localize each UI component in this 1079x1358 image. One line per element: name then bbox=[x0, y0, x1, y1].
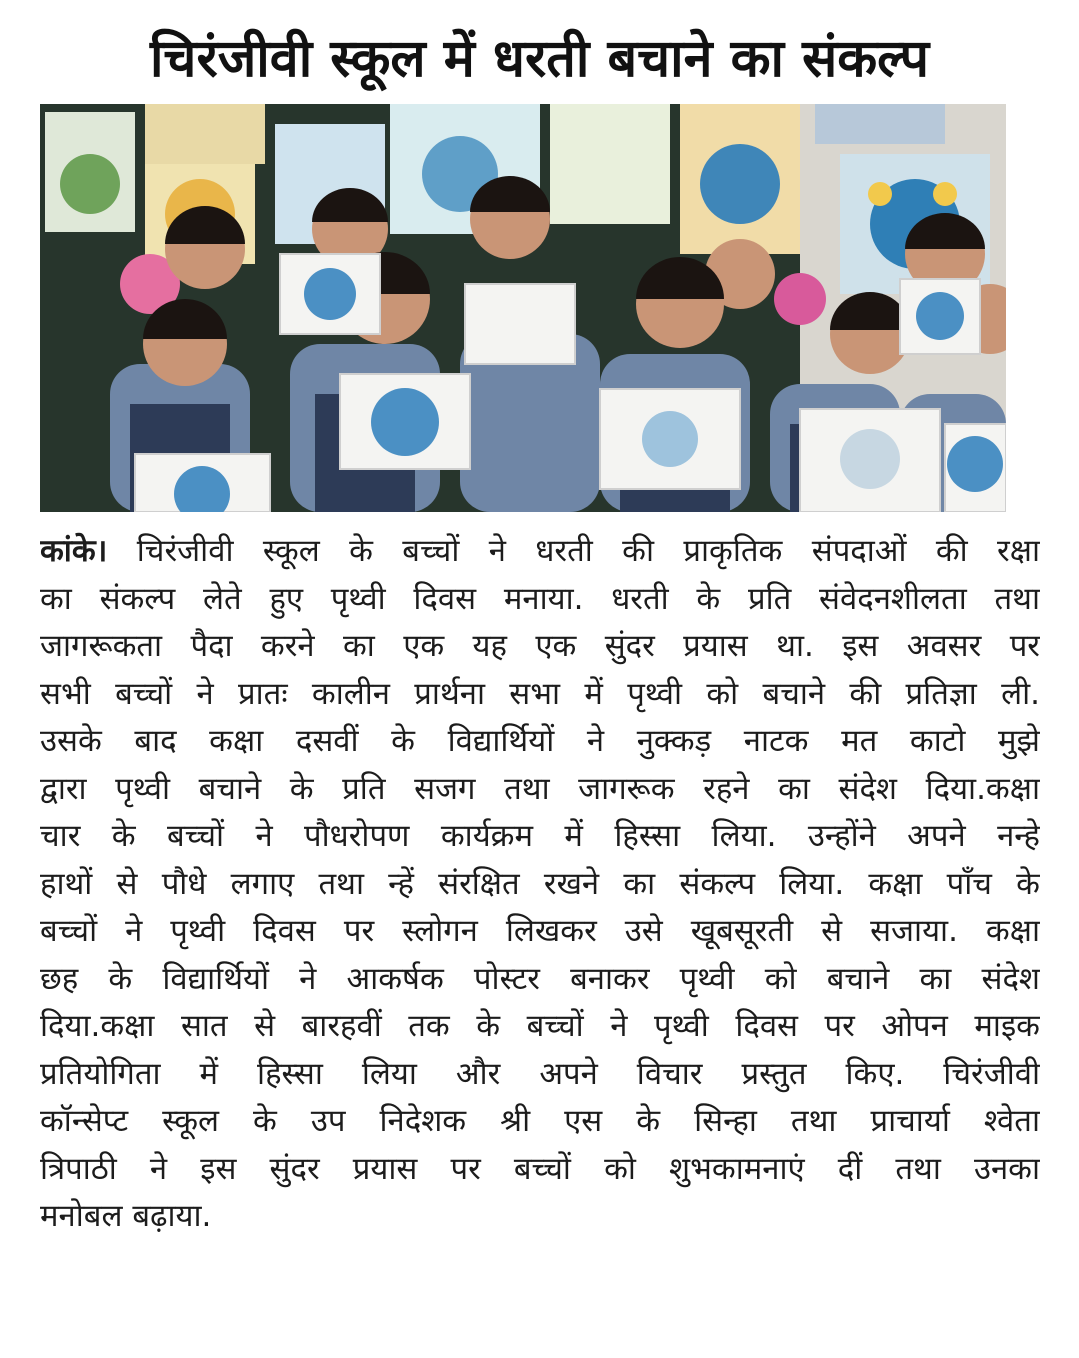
article-line: द्वारा पृथ्वी बचाने के प्रति सजग तथा जागरूक रहने का संदेश दिया.कक्षा bbox=[40, 770, 1040, 807]
article-line: प्रतियोगिता में हिस्सा लिया और अपने विचार प्रस्तुत किए. चिरंजीवी bbox=[40, 1055, 1040, 1092]
article-line: सभी बच्चों ने प्रातः कालीन प्रार्थना सभा में पृथ्वी को बचाने की प्रतिज्ञा ली. bbox=[40, 675, 1040, 712]
article-line: बच्चों ने पृथ्वी दिवस पर स्लोगन लिखकर उसे खूबसूरती से सजाया. कक्षा bbox=[40, 913, 1040, 949]
dateline: कांके। bbox=[40, 533, 108, 569]
article-line: दिया.कक्षा सात से बारहवीं तक के बच्चों ने पृथ्वी दिवस पर ओपन माइक bbox=[40, 1008, 1040, 1044]
article-line: हाथों से पौधे लगाए तथा न्हें संरक्षित रखने का संकल्प लिया. कक्षा पाँच के bbox=[40, 865, 1040, 902]
article-line: कॉन्सेप्ट स्कूल के उप निदेशक श्री एस के सिन्हा तथा प्राचार्या श्वेता bbox=[40, 1103, 1040, 1139]
article-line: त्रिपाठी ने इस सुंदर प्रयास पर बच्चों को शुभकामनाएं दीं तथा उनका bbox=[40, 1150, 1040, 1187]
article-body bbox=[40, 528, 1040, 1241]
article-line: चार के बच्चों ने पौधरोपण कार्यक्रम में हिस्सा लिया. उन्होंने अपने नन्हे bbox=[40, 818, 1040, 854]
article-line: उसके बाद कक्षा दसवीं के विद्यार्थियों ने नुक्कड़ नाटक मत काटो मुझे bbox=[40, 723, 1040, 759]
headline: चिरंजीवी स्कूल में धरती बचाने का संकल्प bbox=[149, 28, 930, 89]
article-line bbox=[40, 528, 1040, 576]
article-line: जागरूकता पैदा करने का एक यह एक सुंदर प्रयास था. इस अवसर पर bbox=[40, 628, 1040, 664]
photo-children-holding-earth-drawings-icon bbox=[40, 104, 1006, 512]
article-line: छह के विद्यार्थियों ने आकर्षक पोस्टर बनाकर पृथ्वी को बचाने का संदेश bbox=[40, 960, 1040, 997]
article-line-text: चिरंजीवी स्कूल के बच्चों ने धरती की प्राकृतिक संपदाओं की रक्षा bbox=[107, 533, 1040, 569]
article-line: मनोबल बढ़ाया. bbox=[40, 1198, 212, 1234]
article-line: का संकल्प लेते हुए पृथ्वी दिवस मनाया. धरती के प्रति संवेदनशीलता तथा bbox=[40, 580, 1040, 617]
news-photo bbox=[40, 104, 1006, 512]
